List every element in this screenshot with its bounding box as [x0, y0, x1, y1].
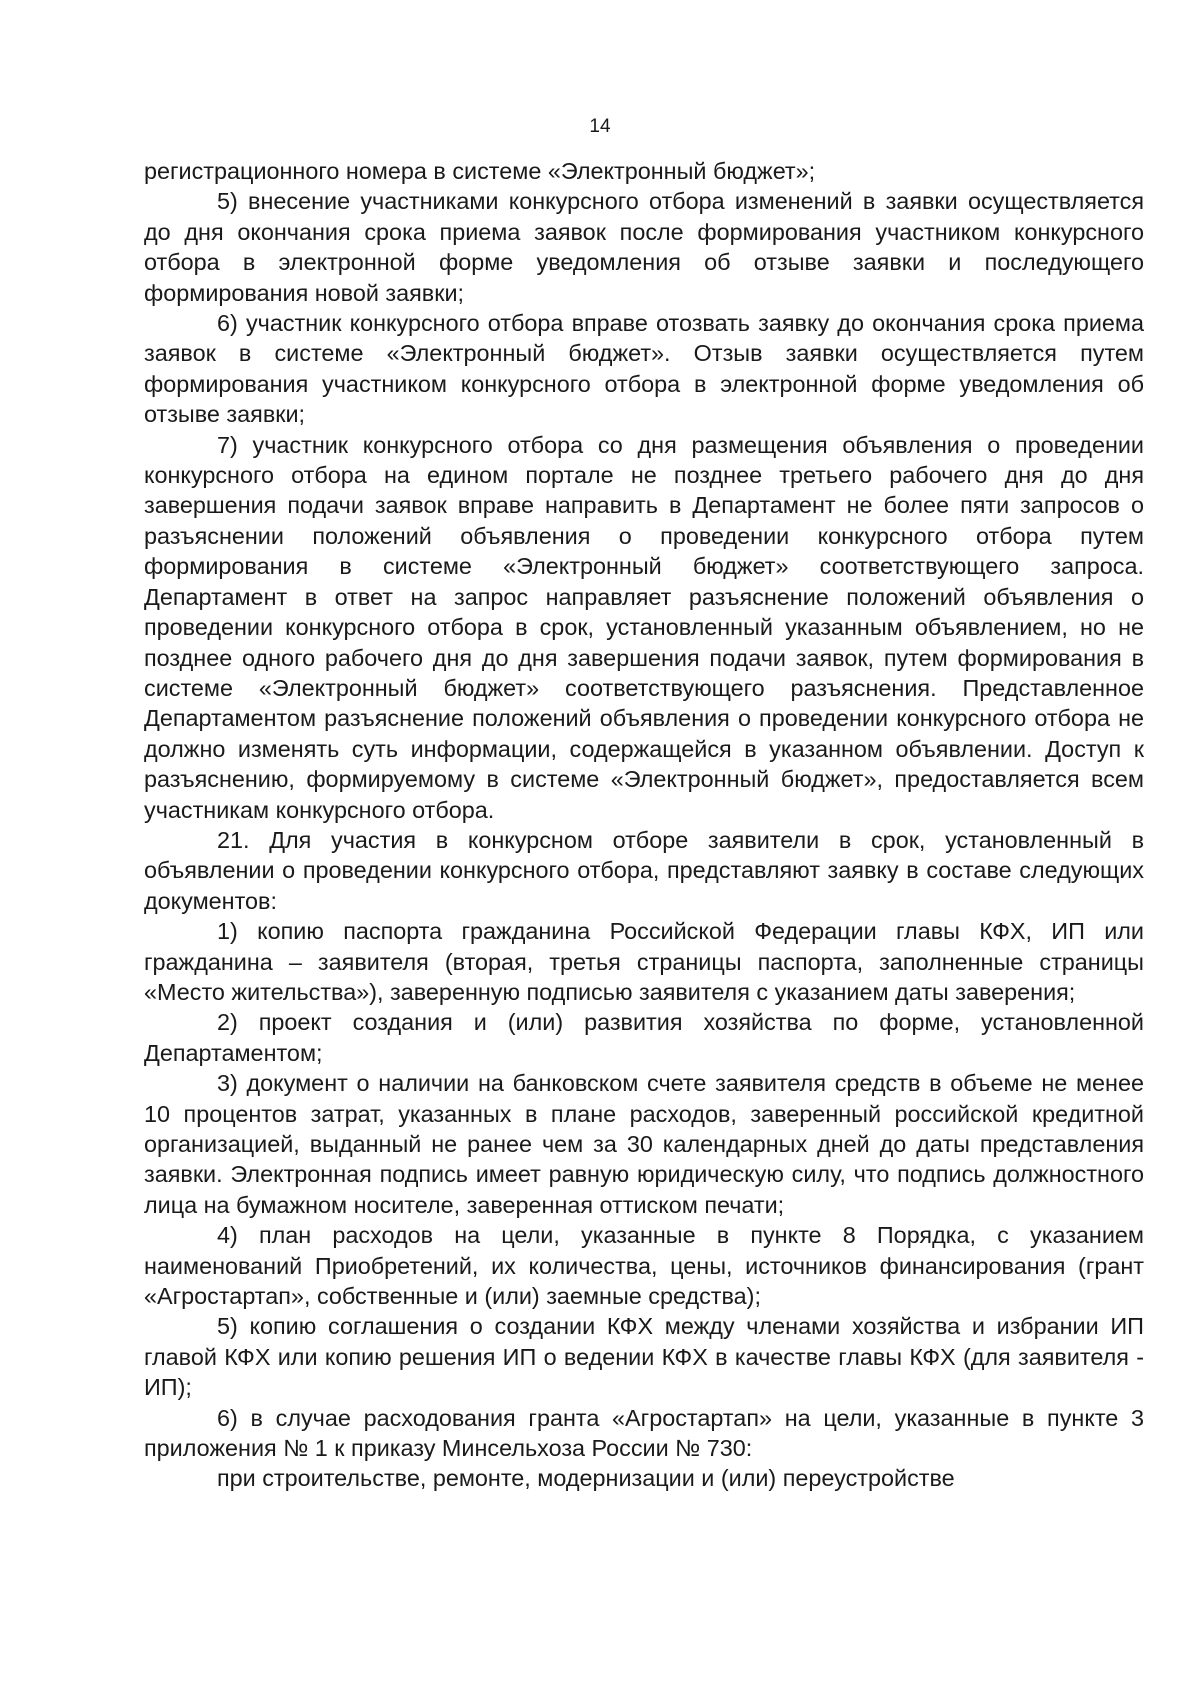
paragraph-item-5: 5) внесение участниками конкурсного отбора изменений в заявки осуществляется до дня окончания срока приема заявок после формирования участником конкурсного отбора в электронной форме уведомления об отзыве заявки и последующего формирования новой заявки;	[144, 188, 1144, 306]
paragraph-doc-2: 2) проект создания и (или) развития хозяйства по форме, установленной Департаментом;	[144, 1009, 1144, 1066]
paragraph-clause-21: 21. Для участия в конкурсном отборе заявители в срок, установленный в объявлении о проведении конкурсного отбора, представляют заявку в составе следующих документов:	[144, 826, 1144, 914]
paragraph-item-7: 7) участник конкурсного отбора со дня размещения объявления о проведении конкурсного отбора на едином портале не позднее третьего рабочего дня до дня завершения подачи заявок вправе направить в Департамент не более пяти запросов о разъяснении положений объявления о проведении конкурсного отбора путем формирования в системе «Электронный бюджет» соответствующего запроса. Департамент в ответ на запрос направляет разъяснение положений объявления о проведении конкурсного отбора в срок, установленный указанным объявлением, но не позднее одного рабочего дня до дня завершения подачи заявок, путем формирования в системе «Электронный бюджет» соответствующего разъяснения. Представленное Департаментом разъяснение положений объявления о проведении конкурсного отбора не должно изменять суть информации, содержащейся в указанном объявлении. Доступ к разъяснению, формируемому в системе «Электронный бюджет», предоставляется всем участникам конкурсного отбора.	[144, 431, 1144, 823]
paragraph-continuation: регистрационного номера в системе «Электронный бюджет»;	[144, 158, 816, 184]
paragraph-doc-5: 5) копию соглашения о создании КФХ между членами хозяйства и избрании ИП главой КФХ или копию решения ИП о ведении КФХ в качестве главы КФХ (для заявителя - ИП);	[144, 1313, 1144, 1401]
paragraph-doc-6: 6) в случае расходования гранта «Агростартап» на цели, указанные в пункте 3 приложения № 1 к приказу Минсельхоза России № 730:	[144, 1404, 1144, 1462]
paragraph-doc-4: 4) план расходов на цели, указанные в пункте 8 Порядка, с указанием наименований Приобретений, их количества, цены, источников финансирования (грант «Агростартап», собственные и (или) заемные средства);	[144, 1222, 1144, 1310]
paragraph-construction: при строительстве, ремонте, модернизации и (или) переустройстве	[217, 1465, 955, 1492]
document-body	[144, 156, 1144, 1494]
paragraph-item-6: 6) участник конкурсного отбора вправе отозвать заявку до окончания срока приема заявок в системе «Электронный бюджет». Отзыв заявки осуществляется путем формирования участником конкурсного отбора в электронной форме уведомления об отзыве заявки;	[144, 310, 1144, 428]
page-number: 14	[589, 116, 611, 137]
paragraph-doc-3: 3) документ о наличии на банковском счете заявителя средств в объеме не менее 10 процентов затрат, указанных в плане расходов, заверенный российской кредитной организацией, выданный не ранее чем за 30 календарных дней до даты представления заявки. Электронная подпись имеет равную юридическую силу, что подпись должностного лица на бумажном носителе, заверенная оттиском печати;	[144, 1070, 1144, 1218]
paragraph-doc-1: 1) копию паспорта гражданина Российской Федерации главы КФХ, ИП или гражданина – заявителя (вторая, третья страницы паспорта, заполненные страницы «Место жительства»), заверенную подписью заявителя с указанием даты заверения;	[144, 918, 1144, 1005]
